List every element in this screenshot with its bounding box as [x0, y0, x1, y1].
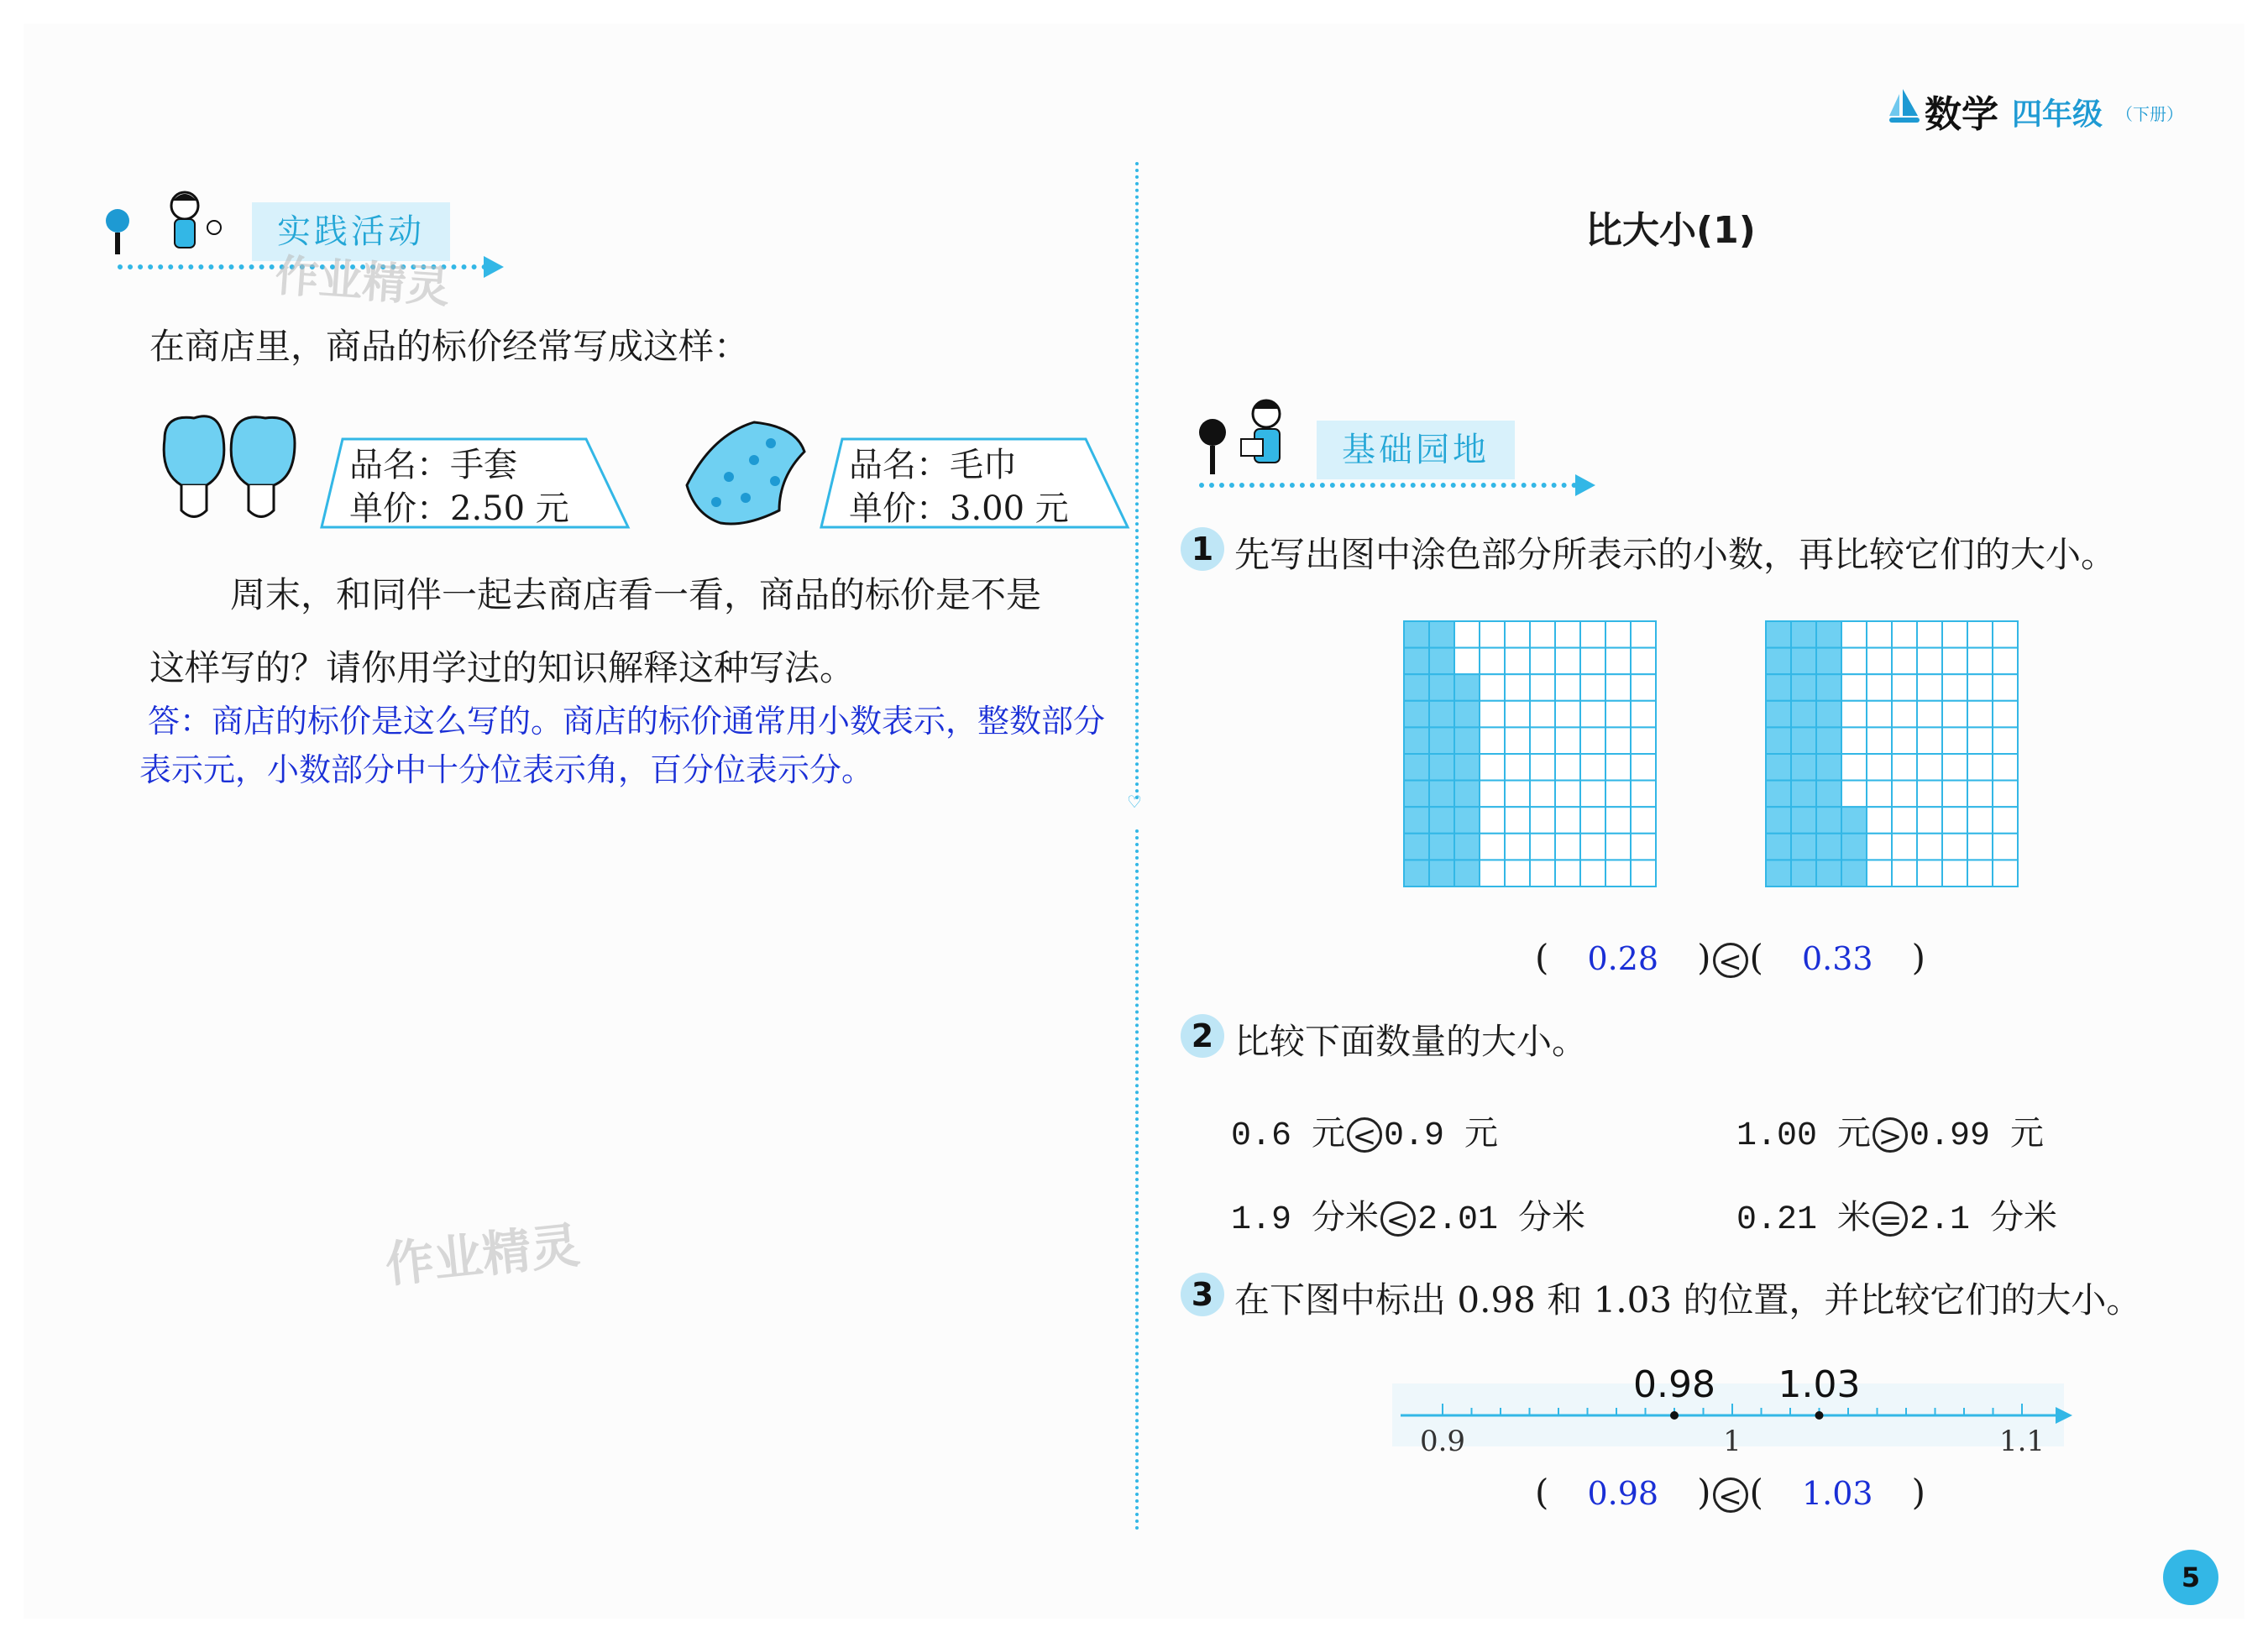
grid-cell-shaded: [1429, 701, 1454, 728]
grid-cell: [1505, 674, 1530, 701]
grid-cell: [1555, 727, 1580, 754]
grid-cell: [1505, 754, 1530, 781]
grid-cell-shaded: [1429, 781, 1454, 808]
grid-cell-shaded: [1816, 860, 1841, 886]
hundred-grid-2: [1764, 620, 2019, 888]
grid-cell-shaded: [1429, 727, 1454, 754]
grid-cell: [1841, 754, 1867, 781]
grid-cell: [1580, 781, 1605, 808]
grid-cell: [1917, 727, 1942, 754]
grid-cell-shaded: [1429, 648, 1454, 675]
grid-cell-shaded: [1404, 754, 1429, 781]
grid-cell-shaded: [1816, 834, 1841, 860]
grid-cell: [1917, 648, 1942, 675]
grid-cell: [1631, 834, 1656, 860]
grid-cell-shaded: [1429, 807, 1454, 834]
grid-cell-shaded: [1766, 674, 1791, 701]
grid-cell: [1631, 621, 1656, 648]
banner-rule-2: [1199, 483, 1577, 488]
grid-cell: [1917, 807, 1942, 834]
grid-cell: [1580, 701, 1605, 728]
grid-cell: [1841, 621, 1867, 648]
grid-cell: [1867, 781, 1892, 808]
answer-line-2: 表示元，小数部分中十分位表示角，百分位表示分。: [139, 751, 874, 788]
grid-cell-shaded: [1404, 701, 1429, 728]
grid-cell: [1942, 834, 1967, 860]
workbook-page: [24, 24, 2244, 1619]
grid-cell: [1993, 701, 2018, 728]
grid-cell: [1942, 674, 1967, 701]
gloves-name: 品名：手套: [349, 446, 517, 484]
number-line-point: [1815, 1411, 1824, 1420]
price-card-gloves: [317, 435, 636, 531]
grid-cell-shaded: [1816, 701, 1841, 728]
grid-cell: [1530, 860, 1555, 886]
grid-cell: [1505, 807, 1530, 834]
grid-cell: [1530, 674, 1555, 701]
grid-cell: [1993, 754, 2018, 781]
grid-cell: [1917, 834, 1942, 860]
grid-cell: [1942, 781, 1967, 808]
grid-cell: [1942, 621, 1967, 648]
grid-cell-shaded: [1766, 807, 1791, 834]
grid-cell: [1967, 727, 1993, 754]
grid-cell: [1841, 781, 1867, 808]
grid-cell-shaded: [1766, 754, 1791, 781]
watermark-bottom: 作业精灵: [382, 1216, 583, 1294]
grid-cell-shaded: [1791, 807, 1816, 834]
grid-cell: [1605, 701, 1631, 728]
grid-cell-shaded: [1454, 727, 1480, 754]
grid-cell: [1505, 648, 1530, 675]
grid-cell: [1480, 860, 1505, 886]
grid-cell-shaded: [1766, 648, 1791, 675]
grid-cell-shaded: [1766, 781, 1791, 808]
grid-cell-shaded: [1816, 754, 1841, 781]
grid-cell-shaded: [1791, 781, 1816, 808]
q2-item-4: 0.21 米 = 2.1 分米: [1736, 1201, 2058, 1239]
reading-kid-icon: [1182, 389, 1308, 481]
grid-cell: [1480, 754, 1505, 781]
grid-cell-shaded: [1429, 754, 1454, 781]
price-card-towel: [817, 435, 1136, 531]
towel-price: 单价：3.00 元: [849, 489, 1069, 528]
grid-cell: [1580, 860, 1605, 886]
grid-cell: [1555, 701, 1580, 728]
grid-cell: [1480, 834, 1505, 860]
grid-cell: [1530, 701, 1555, 728]
q1-number: 1: [1181, 527, 1224, 571]
grid-cell-shaded: [1841, 860, 1867, 886]
grid-cell: [1605, 727, 1631, 754]
grid-cell: [1530, 754, 1555, 781]
grid-cell: [1967, 781, 1993, 808]
header: [1888, 84, 2223, 134]
grid-cell-shaded: [1454, 860, 1480, 886]
grid-cell: [1605, 754, 1631, 781]
grid-cell: [1967, 834, 1993, 860]
grid-cell-shaded: [1816, 674, 1841, 701]
grid-cell: [1993, 834, 2018, 860]
grid-cell: [1555, 648, 1580, 675]
q2-item-1: 0.6 元 < 0.9 元: [1231, 1117, 1499, 1155]
grid-cell: [1631, 727, 1656, 754]
grid-cell: [1841, 701, 1867, 728]
grid-cell-shaded: [1404, 674, 1429, 701]
gloves-icon: [156, 405, 307, 531]
grid-cell: [1892, 648, 1917, 675]
grid-cell-shaded: [1454, 807, 1480, 834]
grid-cell: [1867, 727, 1892, 754]
basics-banner: [1182, 389, 1619, 498]
grid-cell-shaded: [1404, 834, 1429, 860]
grid-cell: [1917, 754, 1942, 781]
grid-cell-shaded: [1429, 621, 1454, 648]
grid-cell: [1942, 754, 1967, 781]
q3-text: 在下图中标出 0.98 和 1.03 的位置，并比较它们的大小。: [1234, 1279, 2142, 1321]
grid-cell: [1993, 648, 2018, 675]
grid-cell: [1841, 727, 1867, 754]
q3-answer-row: ( 0.98 ) < ( 1.03 ): [1535, 1472, 1925, 1514]
grid-cell: [1993, 674, 2018, 701]
divider-bottom: [1135, 829, 1139, 1530]
grid-cell-shaded: [1816, 807, 1841, 834]
page-number: 5: [2163, 1550, 2218, 1605]
page-title: 比大小(1): [1585, 209, 1756, 252]
number-line-label: 0.9: [1419, 1425, 1466, 1458]
grid-cell: [1580, 834, 1605, 860]
grid-cell: [1480, 701, 1505, 728]
grid-cell: [1530, 807, 1555, 834]
number-line-label: 1.1: [1998, 1425, 2045, 1458]
grade-label: 四年级: [2012, 97, 2103, 132]
grid-cell: [1917, 674, 1942, 701]
grid-cell: [1505, 781, 1530, 808]
grid-cell-shaded: [1454, 781, 1480, 808]
grid-cell-shaded: [1454, 674, 1480, 701]
grid-cell-shaded: [1429, 834, 1454, 860]
grid-cell: [1867, 860, 1892, 886]
grid-cell: [1631, 648, 1656, 675]
grid-cell: [1605, 807, 1631, 834]
grid-cell-shaded: [1404, 860, 1429, 886]
grid-cell: [1967, 701, 1993, 728]
grid-cell: [1917, 621, 1942, 648]
heart-icon: ♡: [1127, 792, 1142, 812]
grid-cell: [1867, 621, 1892, 648]
grid-cell: [1892, 621, 1917, 648]
grid-cell: [1605, 781, 1631, 808]
grid-cell: [1967, 674, 1993, 701]
basics-tag: 基础园地: [1317, 421, 1515, 479]
grid-cell: [1631, 701, 1656, 728]
subject-title: 数学: [1925, 93, 1998, 136]
kid-icon: [92, 187, 227, 271]
grid-cell: [1530, 621, 1555, 648]
grid-cell: [1580, 674, 1605, 701]
q3-number: 3: [1181, 1273, 1224, 1316]
sailboat-icon: [1888, 87, 1921, 126]
grid-cell: [1580, 727, 1605, 754]
grid-cell-shaded: [1791, 701, 1816, 728]
grid-cell: [1480, 781, 1505, 808]
grid-cell: [1631, 860, 1656, 886]
grid-cell-shaded: [1766, 860, 1791, 886]
grid-cell: [1867, 754, 1892, 781]
grid-cell: [1892, 834, 1917, 860]
grid-cell: [1580, 754, 1605, 781]
grid-cell-shaded: [1766, 834, 1791, 860]
grid-cell: [1605, 621, 1631, 648]
grid-cell-shaded: [1791, 727, 1816, 754]
grid-cell: [1993, 807, 2018, 834]
gloves-price: 单价：2.50 元: [349, 489, 569, 528]
volume-label: （下册）: [2116, 104, 2183, 124]
grid-cell-shaded: [1791, 754, 1816, 781]
grid-cell: [1867, 807, 1892, 834]
q1-answer-right: 0.33: [1801, 940, 1873, 977]
answer-line-1: 答：商店的标价是这么写的。商店的标价通常用小数表示，整数部分: [148, 703, 1106, 740]
q2-item-2: 1.00 元 > 0.99 元: [1736, 1117, 2045, 1155]
grid-cell: [1967, 648, 1993, 675]
grid-cell: [1892, 754, 1917, 781]
grid-cell: [1967, 754, 1993, 781]
grid-cell-shaded: [1766, 701, 1791, 728]
grid-cell: [1892, 701, 1917, 728]
grid-cell-shaded: [1816, 621, 1841, 648]
number-line-label: 1: [1723, 1425, 1742, 1458]
grid-cell: [1993, 727, 2018, 754]
grid-cell: [1530, 781, 1555, 808]
grid-cell: [1555, 621, 1580, 648]
hundred-grid-1: [1402, 620, 1658, 888]
grid-cell: [1967, 860, 1993, 886]
grid-cell: [1993, 781, 2018, 808]
q1-text: 先写出图中涂色部分所表示的小数，再比较它们的大小。: [1234, 534, 2117, 575]
grid-cell-shaded: [1404, 781, 1429, 808]
grid-cell: [1867, 834, 1892, 860]
grid-cell: [1967, 621, 1993, 648]
grid-cell: [1480, 807, 1505, 834]
grid-cell: [1505, 701, 1530, 728]
grid-cell: [1867, 701, 1892, 728]
grid-cell-shaded: [1429, 674, 1454, 701]
q3-answer-right: 1.03: [1801, 1475, 1873, 1512]
towel-name: 品名：毛巾: [849, 446, 1017, 484]
grid-cell: [1530, 727, 1555, 754]
q2-number: 2: [1181, 1014, 1224, 1058]
grid-cell: [1480, 648, 1505, 675]
grid-cell-shaded: [1429, 860, 1454, 886]
number-line-point: [1670, 1411, 1679, 1420]
grid-cell-shaded: [1766, 621, 1791, 648]
grid-cell-shaded: [1404, 727, 1429, 754]
grid-cell: [1605, 674, 1631, 701]
grid-cell: [1942, 727, 1967, 754]
grid-cell: [1942, 648, 1967, 675]
q1-compare-symbol: <: [1713, 943, 1748, 978]
grid-cell: [1942, 701, 1967, 728]
grid-cell: [1454, 621, 1480, 648]
grid-cell: [1530, 648, 1555, 675]
grid-cell-shaded: [1816, 781, 1841, 808]
grid-cell: [1942, 807, 1967, 834]
grid-cell: [1892, 807, 1917, 834]
grid-cell-shaded: [1766, 727, 1791, 754]
grid-cell: [1580, 807, 1605, 834]
intro-text: 在商店里，商品的标价经常写成这样：: [149, 326, 750, 367]
grid-cell: [1555, 754, 1580, 781]
grid-cell: [1917, 860, 1942, 886]
arrow-icon: [484, 256, 504, 278]
grid-cell-shaded: [1454, 754, 1480, 781]
grid-cell-shaded: [1791, 621, 1816, 648]
grid-cell: [1892, 674, 1917, 701]
grid-cell: [1631, 807, 1656, 834]
number-line-mark-label: 1.03: [1778, 1363, 1861, 1406]
q3-compare-symbol: <: [1713, 1477, 1748, 1513]
grid-cell: [1505, 834, 1530, 860]
grid-cell: [1555, 860, 1580, 886]
grid-cell-shaded: [1841, 834, 1867, 860]
grid-cell: [1967, 807, 1993, 834]
q2-symbol-2: >: [1873, 1117, 1908, 1153]
number-line: [1367, 1333, 2089, 1459]
grid-cell: [1580, 621, 1605, 648]
grid-cell-shaded: [1454, 701, 1480, 728]
grid-cell: [1505, 860, 1530, 886]
grid-cell: [1605, 648, 1631, 675]
grid-cell: [1580, 648, 1605, 675]
grid-cell: [1505, 621, 1530, 648]
question-line-2: 这样写的？请你用学过的知识解释这种写法。: [149, 647, 856, 688]
grid-cell: [1841, 674, 1867, 701]
grid-cell-shaded: [1816, 727, 1841, 754]
grid-cell: [1892, 727, 1917, 754]
grid-cell: [1555, 834, 1580, 860]
grid-cell: [1480, 727, 1505, 754]
q1-answer-row: ( 0.28 ) < ( 0.33 ): [1535, 937, 1925, 979]
grid-cell-shaded: [1816, 648, 1841, 675]
grid-cell-shaded: [1791, 648, 1816, 675]
grid-cell: [1454, 648, 1480, 675]
grid-cell-shaded: [1791, 860, 1816, 886]
grid-cell: [1480, 674, 1505, 701]
q2-item-3: 1.9 分米 < 2.01 分米: [1231, 1201, 1586, 1239]
arrow-icon: [1575, 474, 1595, 496]
grid-cell-shaded: [1791, 674, 1816, 701]
grid-cell-shaded: [1841, 807, 1867, 834]
grid-cell: [1993, 860, 2018, 886]
q2-text: 比较下面数量的大小。: [1234, 1021, 1588, 1062]
grid-cell: [1841, 648, 1867, 675]
q2-symbol-1: <: [1347, 1117, 1382, 1153]
grid-cell: [1917, 781, 1942, 808]
q3-answer-left: 0.98: [1587, 1475, 1659, 1512]
number-line-mark-label: 0.98: [1633, 1363, 1715, 1406]
grid-cell: [1917, 701, 1942, 728]
q2-symbol-4: =: [1873, 1201, 1908, 1237]
grid-cell: [1605, 834, 1631, 860]
grid-cell: [1993, 621, 2018, 648]
grid-cell: [1892, 781, 1917, 808]
question-line-1: 周末，和同伴一起去商店看一看，商品的标价是不是: [230, 574, 1042, 615]
grid-cell: [1555, 674, 1580, 701]
grid-cell: [1555, 807, 1580, 834]
grid-cell: [1631, 781, 1656, 808]
grid-cell: [1530, 834, 1555, 860]
grid-cell-shaded: [1404, 807, 1429, 834]
grid-cell: [1480, 621, 1505, 648]
watermark-top: 作业精灵: [273, 250, 452, 314]
grid-cell: [1505, 727, 1530, 754]
q2-symbol-3: <: [1380, 1201, 1416, 1237]
grid-cell: [1942, 860, 1967, 886]
grid-cell-shaded: [1404, 621, 1429, 648]
grid-cell: [1605, 860, 1631, 886]
q1-answer-left: 0.28: [1587, 940, 1659, 977]
grid-cell: [1631, 674, 1656, 701]
grid-cell: [1892, 860, 1917, 886]
grid-cell: [1867, 648, 1892, 675]
grid-cell-shaded: [1404, 648, 1429, 675]
grid-cell: [1631, 754, 1656, 781]
towel-icon: [678, 418, 813, 536]
grid-cell-shaded: [1791, 834, 1816, 860]
grid-cell: [1555, 781, 1580, 808]
practice-tag: 实践活动: [252, 202, 450, 261]
grid-cell-shaded: [1454, 834, 1480, 860]
grid-cell: [1867, 674, 1892, 701]
